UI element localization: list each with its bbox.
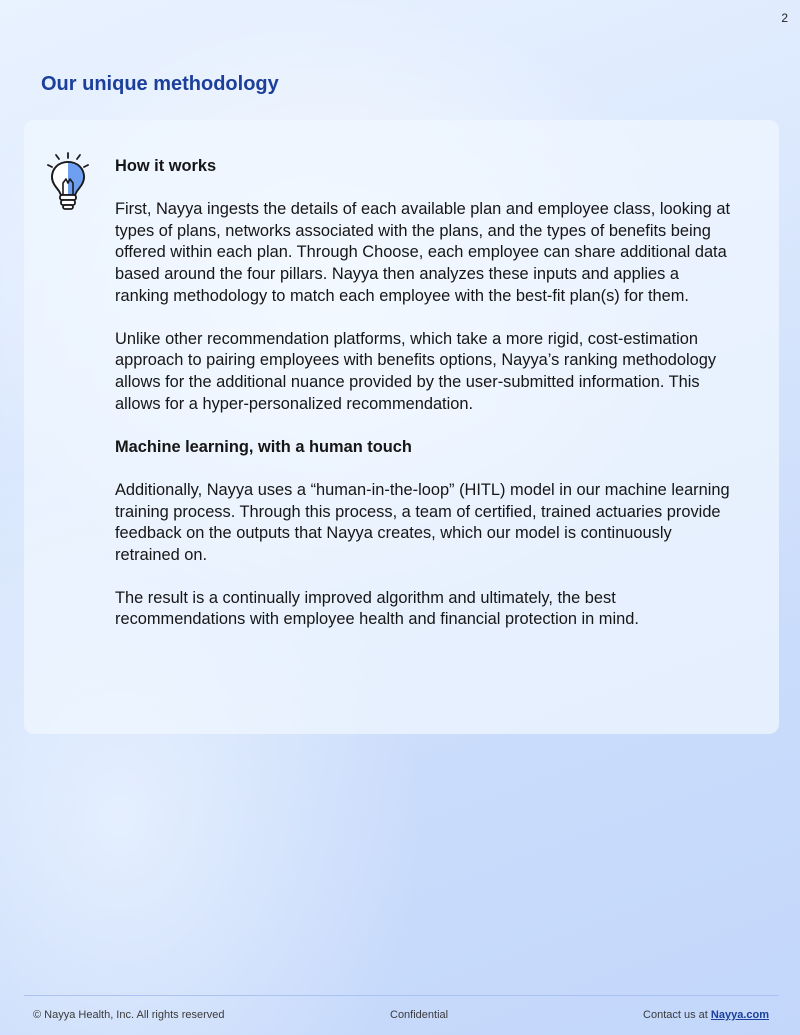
paragraph: Unlike other recommendation platforms, which take a more rigid, cost-estimation approach to pairing employees with benefits options, Nayya’s ranking methodology allows for the additional nuance provided by the user-submitted information. This allows for a hyper-personalized recommendation.	[115, 329, 717, 413]
footer-copyright: © Nayya Health, Inc. All rights reserved	[33, 1009, 225, 1021]
paragraph: First, Nayya ingests the details of each available plan and employee class, looking at types of plans, networks associated with the plans, and the types of benefits being offered within each plan. Through Choose, each employee can share additional data based around the four pillars. Nayya then analyzes these inputs and applies a ranking methodology to match each employee with the best-fit plan(s) for them.	[115, 200, 730, 305]
footer-contact-label: Contact us at	[643, 1009, 711, 1021]
methodology-content	[115, 156, 733, 653]
lightbulb-icon	[44, 150, 92, 212]
section-heading-how-it-works: How it works	[115, 157, 217, 175]
paragraph: The result is a continually improved algorithm and ultimately, the best recommendations with employee health and financial protection in mind.	[115, 588, 639, 629]
section-heading-machine-learning: Machine learning, with a human touch	[115, 437, 412, 456]
footer-contact	[643, 1009, 769, 1021]
paragraph: Additionally, Nayya uses a “human-in-the-loop” (HITL) model in our machine learning training process. Through this process, a team of certified, trained actuaries provide feedback on the outputs that Nayya creates, which our model is continuously retrained on.	[115, 480, 730, 564]
page-title: Our unique methodology	[41, 73, 279, 95]
page-number: 2	[781, 11, 788, 25]
contact-link[interactable]: Nayya.com	[710, 1009, 769, 1021]
footer-confidential: Confidential	[390, 1009, 449, 1021]
footer-divider	[24, 995, 779, 996]
